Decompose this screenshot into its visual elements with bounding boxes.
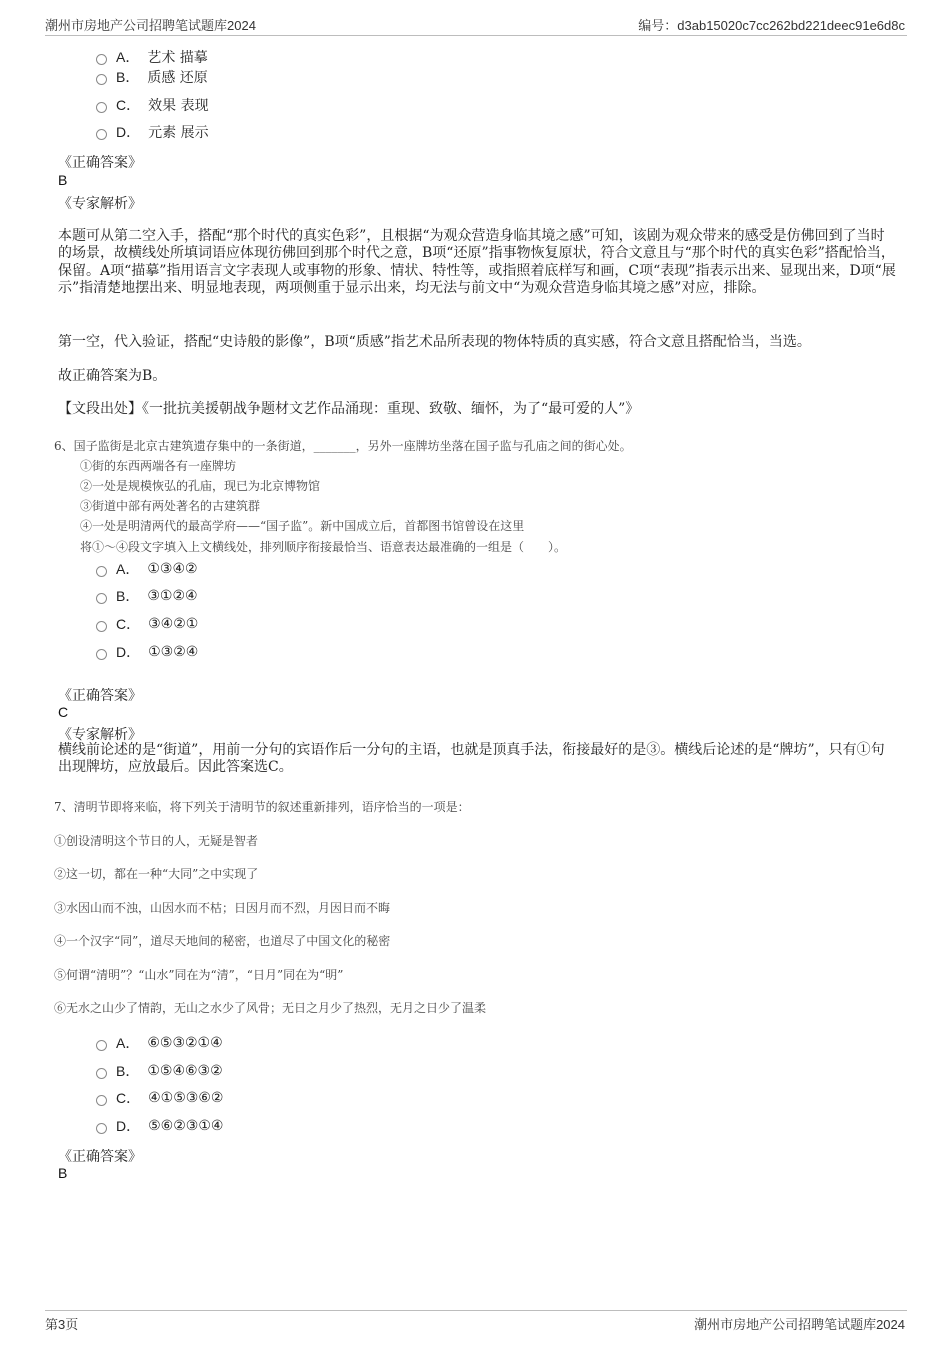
q6-option-c[interactable]: C． ③④②①: [96, 614, 198, 634]
q5-answer: B: [58, 172, 68, 188]
q5-analysis-title: 《专家解析》: [58, 196, 142, 212]
q7-answer-title: 《正确答案》: [58, 1149, 142, 1165]
radio-icon[interactable]: [96, 54, 107, 65]
radio-icon[interactable]: [96, 1095, 107, 1106]
q5-answer-title: 《正确答案》: [58, 155, 142, 171]
q7-item-1: ①创设清明这个节日的人，无疑是智者: [54, 834, 259, 848]
radio-icon[interactable]: [96, 593, 107, 604]
q5-option-b[interactable]: B． 质感 还原: [96, 67, 208, 87]
header-divider: [45, 35, 907, 36]
q7-option-b[interactable]: B． ①⑤④⑥③②: [96, 1061, 223, 1081]
radio-icon[interactable]: [96, 566, 107, 577]
q6-option-a[interactable]: A． ①③④②: [96, 559, 198, 579]
q6-answer-title: 《正确答案》: [58, 688, 142, 704]
q6-analysis: 横线前论述的是“街道”，用前一分句的宾语作后一分句的主语，也就是顶真手法，衔接最好的是③。横线后论述的是“牌坊”，只有①句出现牌坊，应放最后。因此答案选C。: [58, 742, 885, 776]
q6-item-2: ②一处是规模恢弘的孔庙，现已为北京博物馆: [80, 479, 321, 493]
q7-item-3: ③水因山而不浊，山因水而不枯；日因月而不烈，月因日而不晦: [54, 901, 391, 915]
q6-answer: C: [58, 704, 69, 720]
q7-answer: B: [58, 1165, 68, 1181]
q6-item-3: ③街道中部有两处著名的古建筑群: [80, 499, 261, 513]
radio-icon[interactable]: [96, 102, 107, 113]
q6-analysis-title: 《专家解析》: [58, 727, 142, 743]
q5-analysis-paragraph-3: 故正确答案为B。: [58, 368, 167, 384]
radio-icon[interactable]: [96, 1068, 107, 1079]
radio-icon[interactable]: [96, 129, 107, 140]
radio-icon[interactable]: [96, 1040, 107, 1051]
header-title: 潮州市房地产公司招聘笔试题库2024: [45, 18, 256, 33]
footer-title: 潮州市房地产公司招聘笔试题库2024: [694, 1317, 905, 1332]
q6-option-b[interactable]: B． ③①②④: [96, 586, 198, 606]
q7-item-5: ⑤何谓“清明”？“山水”同在为“清”，“日月”同在为“明”: [54, 968, 344, 982]
q5-analysis-paragraph-1: 本题可从第二空入手，搭配“那个时代的真实色彩”，且根据“为观众营造身临其境之感”可知，该剧为观众带来的感受是仿佛回到了当时的场景，故横线处所填词语应体现彷佛回到那个时代之意，B项“还原”指事物恢复原状，符合文意且与“那个时代的真实色彩”搭配恰当，保留。A项“描摹”指用语言文字表现人或事物的形象、情状、特性等，或指照着底样写和画，C项“表现”指表示出来、显现出来，D项“展示”指清楚地摆出来、明显地表现，两项侧重于显示出来，均无法与前文中“为观众营造身临其境之感”对应，排除。: [58, 228, 896, 297]
radio-icon[interactable]: [96, 74, 107, 85]
q5-option-d[interactable]: D． 元素 展示: [96, 122, 209, 142]
q7-item-6: ⑥无水之山少了情韵，无山之水少了风骨；无日之月少了热烈，无月之日少了温柔: [54, 1001, 487, 1015]
q7-option-a[interactable]: A． ⑥⑤③②①④: [96, 1033, 223, 1053]
q5-option-a[interactable]: A． 艺术 描摹: [96, 47, 208, 67]
radio-icon[interactable]: [96, 621, 107, 632]
q5-analysis-paragraph-2: 第一空，代入验证，搭配“史诗般的影像”，B项“质感”指艺术品所表现的物体特质的真实感，符合文意且搭配恰当，当选。: [58, 334, 811, 350]
q7-item-4: ④一个汉字“同”，道尽天地间的秘密，也道尽了中国文化的秘密: [54, 934, 391, 948]
document-id: 编号：d3ab15020c7cc262bd221deec91e6d8c: [638, 18, 905, 33]
radio-icon[interactable]: [96, 1123, 107, 1134]
q7-item-2: ②这一切，都在一种“大同”之中实现了: [54, 867, 259, 881]
q6-item-1: ①街的东西两端各有一座牌坊: [80, 459, 237, 473]
q5-option-c[interactable]: C． 效果 表现: [96, 95, 209, 115]
q6-option-d[interactable]: D． ①③②④: [96, 642, 198, 662]
q7-stem: 7、清明节即将来临，将下列关于清明节的叙述重新排列，语序恰当的一项是：: [54, 800, 470, 814]
page-number: 第3页: [45, 1317, 79, 1332]
q5-source: 【文段出处】《一批抗美援朝战争题材文艺作品涌现：重现、致敬、缅怀，为了“最可爱的人”》: [58, 401, 640, 417]
radio-icon[interactable]: [96, 649, 107, 660]
q7-option-c[interactable]: C． ④①⑤③⑥②: [96, 1088, 223, 1108]
q6-instruction: 将①～④段文字填入上文横线处，排列顺序衔接最恰当、语意表达最准确的一组是（ ）。: [80, 540, 567, 554]
footer-divider: [45, 1310, 907, 1311]
q6-item-4: ④一处是明清两代的最高学府——“国子监”。新中国成立后，首都图书馆曾设在这里: [80, 519, 525, 533]
q6-stem: 6、国子监街是北京古建筑遗存集中的一条街道，_______，另外一座牌坊坐落在国子监与孔庙之间的街心处。: [54, 439, 632, 453]
q7-option-d[interactable]: D． ⑤⑥②③①④: [96, 1116, 223, 1136]
